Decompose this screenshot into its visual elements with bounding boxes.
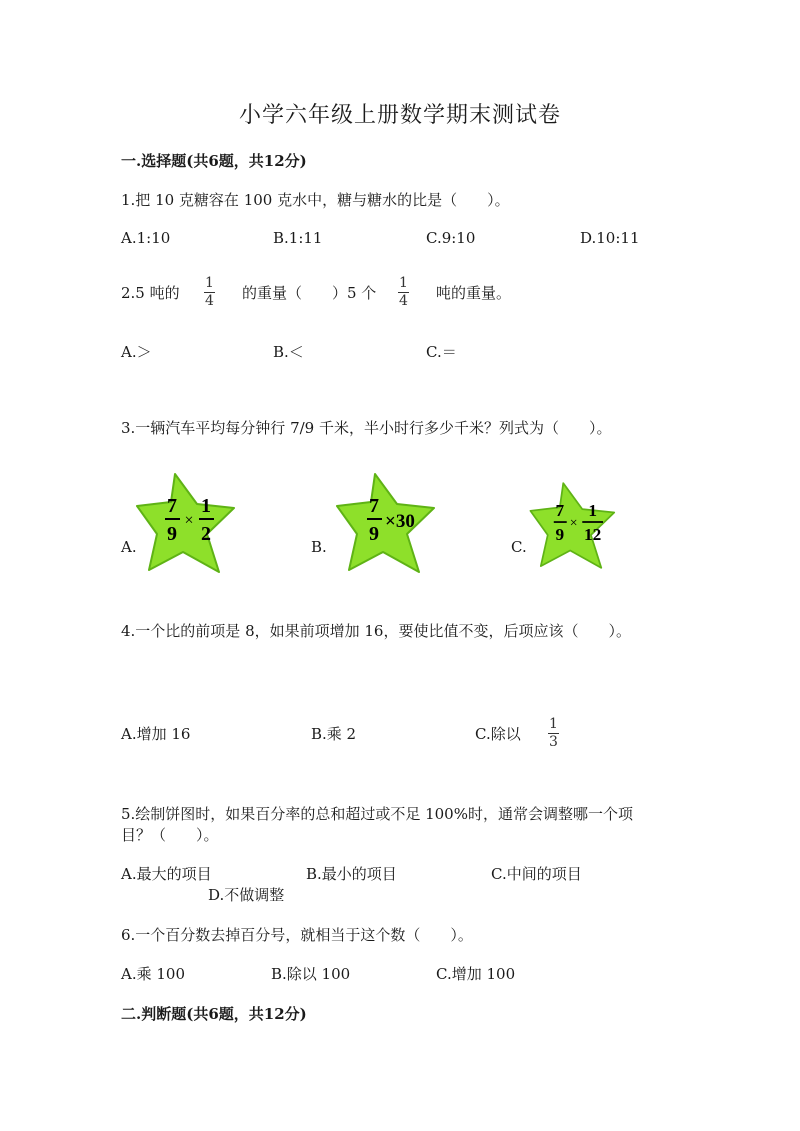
question-5-option-a[interactable]: A.最大的项目 xyxy=(121,865,212,883)
question-5-option-d[interactable]: D.不做调整 xyxy=(208,886,285,904)
fraction-denominator: 4 xyxy=(399,293,408,309)
question-2-option-a[interactable]: A.＞ xyxy=(121,343,152,361)
question-2-stem-part2: 的重量（ ）5 个 xyxy=(242,284,377,302)
star-a-denominator: 9 xyxy=(167,523,177,545)
section-heading-choice: 一.选择题(共6题，共12分) xyxy=(121,152,307,170)
question-1-option-c[interactable]: C.9:10 xyxy=(426,229,476,247)
fraction-numerator: 1 xyxy=(205,275,214,291)
star-b-denominator: 9 xyxy=(369,523,379,545)
star-a-operator: × xyxy=(184,512,194,529)
star-c-operator: × xyxy=(569,515,578,531)
question-6-stem: 6.一个百分数去掉百分号，就相当于这个数（ ）。 xyxy=(121,926,473,944)
question-4-stem: 4.一个比的前项是 8，如果前项增加 16，要使比值不变，后项应该（ ）。 xyxy=(121,622,631,640)
question-6-option-c[interactable]: C.增加 100 xyxy=(436,965,516,983)
star-c-b-numerator: 1 xyxy=(588,501,597,520)
question-5-option-b[interactable]: B.最小的项目 xyxy=(306,865,397,883)
star-c-denominator: 9 xyxy=(555,525,565,545)
star-a-b-denominator: 2 xyxy=(201,523,211,545)
question-4-option-b[interactable]: B.乘 2 xyxy=(311,725,357,743)
question-5-stem-line1: 5.绘制饼图时，如果百分率的总和超过或不足 100%时，通常会调整哪一个项 xyxy=(121,805,633,823)
section-heading-judgment: 二.判断题(共6题，共12分) xyxy=(121,1005,307,1023)
question-2-option-c[interactable]: C.＝ xyxy=(426,343,457,361)
question-2-fraction-2 xyxy=(398,276,409,309)
question-2-fraction-1 xyxy=(204,276,215,309)
question-5-stem-line2: 目？（ ）。 xyxy=(121,826,219,844)
star-option-a-icon[interactable] xyxy=(133,468,243,578)
star-a-numerator: 7 xyxy=(167,495,177,517)
question-2-option-b[interactable]: B.＜ xyxy=(273,343,304,361)
question-3-option-b-label[interactable]: B. xyxy=(311,538,327,556)
star-c-numerator: 7 xyxy=(555,501,565,520)
question-4-fraction xyxy=(548,717,559,750)
fraction-numerator: 1 xyxy=(549,716,558,732)
question-1-option-d[interactable]: D.10:11 xyxy=(580,229,640,247)
question-3-stem: 3.一辆汽车平均每分钟行 7/9 千米，半小时行多少千米？列式为（ ）。 xyxy=(121,419,612,437)
question-2-stem-part3: 吨的重量。 xyxy=(436,284,512,302)
question-5-option-c[interactable]: C.中间的项目 xyxy=(491,865,582,883)
question-3-option-a-label[interactable]: A. xyxy=(121,538,137,556)
fraction-denominator: 3 xyxy=(549,734,558,750)
question-6-option-a[interactable]: A.乘 100 xyxy=(121,965,185,983)
question-3-option-c-label[interactable]: C. xyxy=(511,538,527,556)
question-1-option-b[interactable]: B.1:11 xyxy=(273,229,323,247)
star-b-numerator: 7 xyxy=(369,495,379,517)
star-c-b-denominator: 12 xyxy=(584,525,602,545)
star-option-c-icon[interactable] xyxy=(527,478,622,573)
question-1-stem: 1.把 10 克糖容在 100 克水中，糖与糖水的比是（ ）。 xyxy=(121,191,510,209)
question-2-stem-part1: 2.5 吨的 xyxy=(121,284,180,302)
star-b-operator: ×30 xyxy=(385,511,415,532)
fraction-denominator: 4 xyxy=(205,293,214,309)
question-4-option-a[interactable]: A.增加 16 xyxy=(121,725,191,743)
fraction-numerator: 1 xyxy=(399,275,408,291)
question-1-option-a[interactable]: A.1:10 xyxy=(121,229,171,247)
star-a-b-numerator: 1 xyxy=(201,495,211,517)
page-title: 小学六年级上册数学期末测试卷 xyxy=(238,103,561,128)
question-4-option-c[interactable]: C.除以 xyxy=(475,725,521,743)
star-option-b-icon[interactable] xyxy=(333,468,443,578)
question-6-option-b[interactable]: B.除以 100 xyxy=(271,965,351,983)
